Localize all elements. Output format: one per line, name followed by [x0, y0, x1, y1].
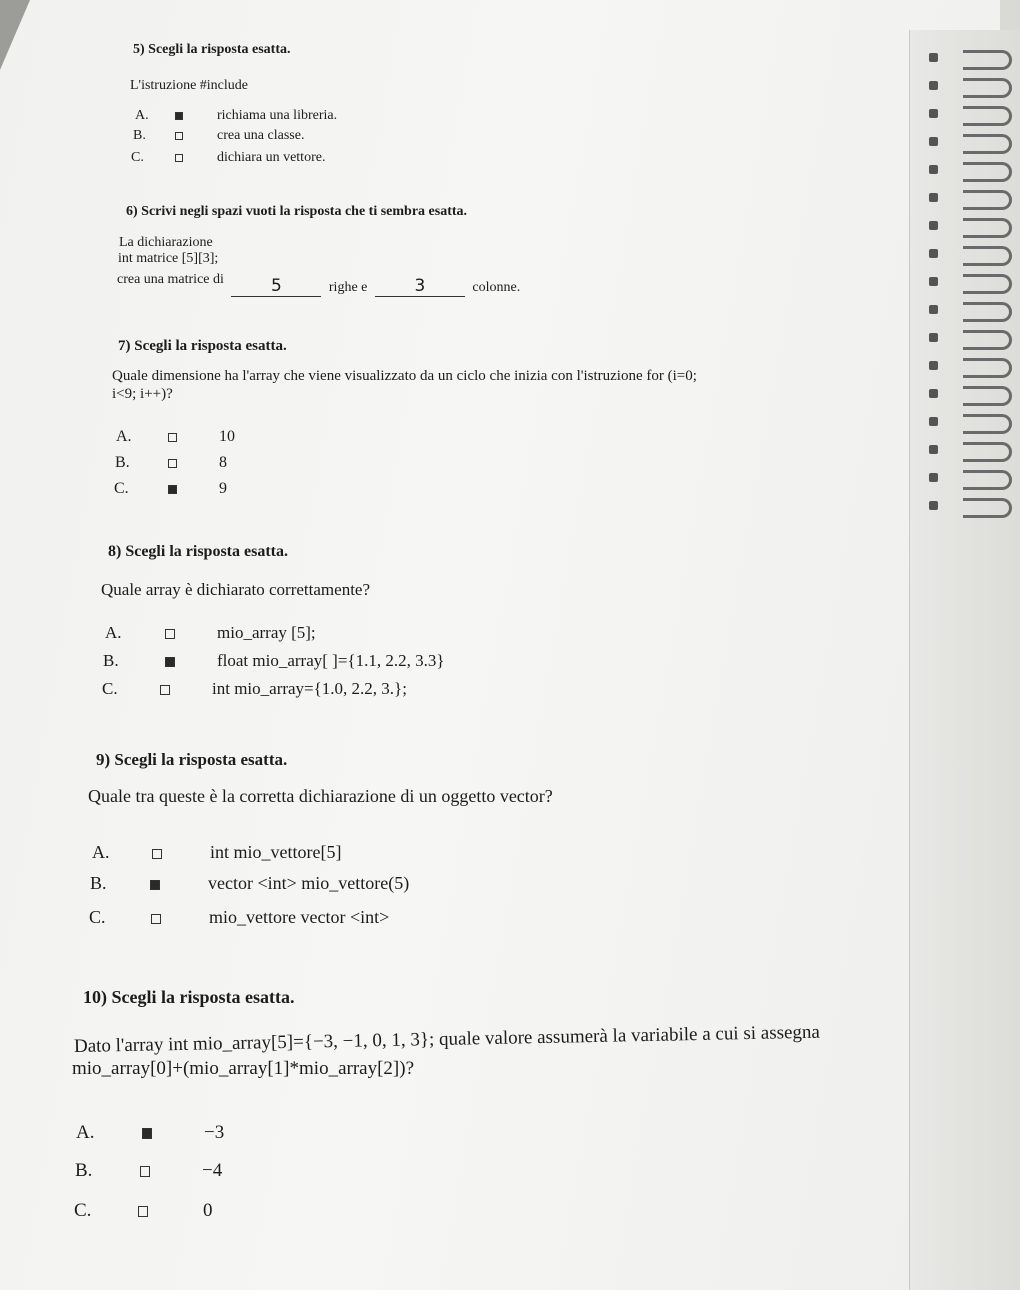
- q6-line-2: int matrice [5][3];: [118, 251, 219, 266]
- q7-option-c[interactable]: [114, 480, 227, 498]
- option-text: vector <int> mio_vettore(5): [208, 873, 410, 893]
- checkbox[interactable]: [150, 880, 160, 890]
- question-10-stem-1: Dato l'array int mio_array[5]={−3, −1, 0, 1, 3}; quale valore assumerà la variabile a cui si assegna: [73, 1021, 821, 1057]
- option-letter: A.: [135, 108, 149, 123]
- option-text: 0: [203, 1200, 213, 1221]
- q9-option-a[interactable]: [92, 842, 341, 863]
- option-text: mio_array [5];: [217, 623, 316, 642]
- spiral-notebook: [909, 30, 1020, 1290]
- q6-text-a: crea una matrice di: [117, 272, 224, 287]
- option-letter: C.: [114, 480, 129, 497]
- question-10-title: 10) Scegli la risposta esatta.: [83, 987, 295, 1007]
- q9-option-c[interactable]: [89, 907, 389, 928]
- question-8-stem: Quale array è dichiarato correttamente?: [101, 580, 371, 599]
- option-text: mio_vettore vector <int>: [209, 907, 390, 927]
- checkbox[interactable]: [175, 132, 183, 140]
- columns-blank[interactable]: 3: [375, 276, 465, 297]
- checkbox[interactable]: [160, 685, 170, 695]
- q9-option-b[interactable]: [90, 873, 409, 894]
- question-9-stem: Quale tra queste è la corretta dichiarazione di un oggetto vector?: [88, 786, 553, 806]
- option-letter: C.: [131, 150, 144, 165]
- option-text: dichiara un vettore.: [217, 150, 326, 165]
- q7-option-b[interactable]: [115, 454, 227, 472]
- folded-corner: [0, 0, 30, 70]
- checkbox[interactable]: [168, 485, 177, 494]
- spiral-ring: [963, 470, 1012, 490]
- option-text: crea una classe.: [217, 128, 305, 143]
- option-text: int mio_array={1.0, 2.2, 3.};: [212, 679, 407, 698]
- spiral-ring: [963, 50, 1012, 70]
- question-5-stem: L'istruzione #include: [130, 78, 248, 93]
- option-letter: A.: [116, 428, 132, 445]
- q5-option-a[interactable]: [135, 108, 337, 124]
- option-letter: A.: [92, 842, 110, 862]
- checkbox[interactable]: [138, 1206, 148, 1217]
- q5-option-c[interactable]: [131, 150, 325, 166]
- spiral-ring: [963, 106, 1012, 126]
- option-text: richiama una libreria.: [217, 108, 338, 123]
- q8-option-b[interactable]: [103, 651, 445, 671]
- checkbox[interactable]: [165, 629, 175, 639]
- spiral-ring: [963, 442, 1012, 462]
- checkbox[interactable]: [168, 459, 177, 468]
- option-letter: B.: [103, 651, 119, 670]
- spiral-ring: [963, 134, 1012, 154]
- option-text: 10: [219, 428, 235, 445]
- spiral-ring: [963, 386, 1012, 406]
- option-letter: B.: [115, 454, 130, 471]
- q6-text-c: colonne.: [472, 280, 521, 295]
- option-letter: C.: [89, 907, 106, 927]
- spiral-ring: [963, 78, 1012, 98]
- option-text: −3: [204, 1122, 225, 1143]
- q10-option-a[interactable]: [76, 1122, 224, 1144]
- question-7-title: 7) Scegli la risposta esatta.: [118, 338, 287, 354]
- rows-blank[interactable]: 5: [231, 276, 321, 297]
- checkbox[interactable]: [142, 1128, 152, 1139]
- checkbox[interactable]: [152, 849, 162, 859]
- option-text: float mio_array[ ]={1.1, 2.2, 3.3}: [217, 651, 445, 670]
- checkbox[interactable]: [140, 1166, 150, 1177]
- spiral-ring: [963, 330, 1012, 350]
- checkbox[interactable]: [175, 112, 183, 120]
- question-10-stem-2: mio_array[0]+(mio_array[1]*mio_array[2])?: [72, 1058, 414, 1079]
- question-7-stem-2: i<9; i++)?: [112, 386, 173, 402]
- checkbox[interactable]: [175, 154, 183, 162]
- q8-option-c[interactable]: [102, 679, 407, 699]
- q6-line-1: La dichiarazione: [119, 235, 213, 250]
- q5-option-b[interactable]: [133, 128, 304, 144]
- q6-text-b: righe e: [328, 280, 368, 295]
- option-letter: A.: [105, 623, 122, 642]
- checkbox[interactable]: [168, 433, 177, 442]
- checkbox[interactable]: [165, 657, 175, 667]
- spiral-ring: [963, 302, 1012, 322]
- option-letter: B.: [90, 873, 107, 893]
- question-6-title: 6) Scrivi negli spazi vuoti la risposta che ti sembra esatta.: [126, 204, 468, 219]
- q10-option-c[interactable]: [74, 1200, 213, 1222]
- q6-line-3: [117, 268, 521, 296]
- option-text: int mio_vettore[5]: [210, 842, 342, 862]
- option-text: 9: [219, 480, 227, 497]
- question-5-title: 5) Scegli la risposta esatta.: [133, 42, 291, 57]
- question-9-title: 9) Scegli la risposta esatta.: [96, 750, 288, 769]
- spiral-ring: [963, 218, 1012, 238]
- question-7-stem-1: Quale dimensione ha l'array che viene visualizzato da un ciclo che inizia con l'istruzione for (i=0;: [112, 368, 697, 384]
- option-letter: A.: [76, 1122, 95, 1143]
- q7-option-a[interactable]: [116, 428, 235, 446]
- question-8-title: 8) Scegli la risposta esatta.: [108, 543, 288, 560]
- option-letter: C.: [102, 679, 118, 698]
- spiral-ring: [963, 162, 1012, 182]
- spiral-ring: [963, 246, 1012, 266]
- spiral-ring: [963, 414, 1012, 434]
- option-text: −4: [202, 1160, 223, 1181]
- q8-option-a[interactable]: [105, 623, 316, 643]
- spiral-ring: [963, 358, 1012, 378]
- checkbox[interactable]: [151, 914, 161, 924]
- spiral-ring: [963, 190, 1012, 210]
- option-letter: B.: [75, 1160, 93, 1181]
- spiral-ring: [963, 498, 1012, 518]
- q10-option-b[interactable]: [75, 1160, 222, 1182]
- spiral-ring: [963, 274, 1012, 294]
- option-letter: C.: [74, 1200, 92, 1221]
- option-letter: B.: [133, 128, 146, 143]
- option-text: 8: [219, 454, 227, 471]
